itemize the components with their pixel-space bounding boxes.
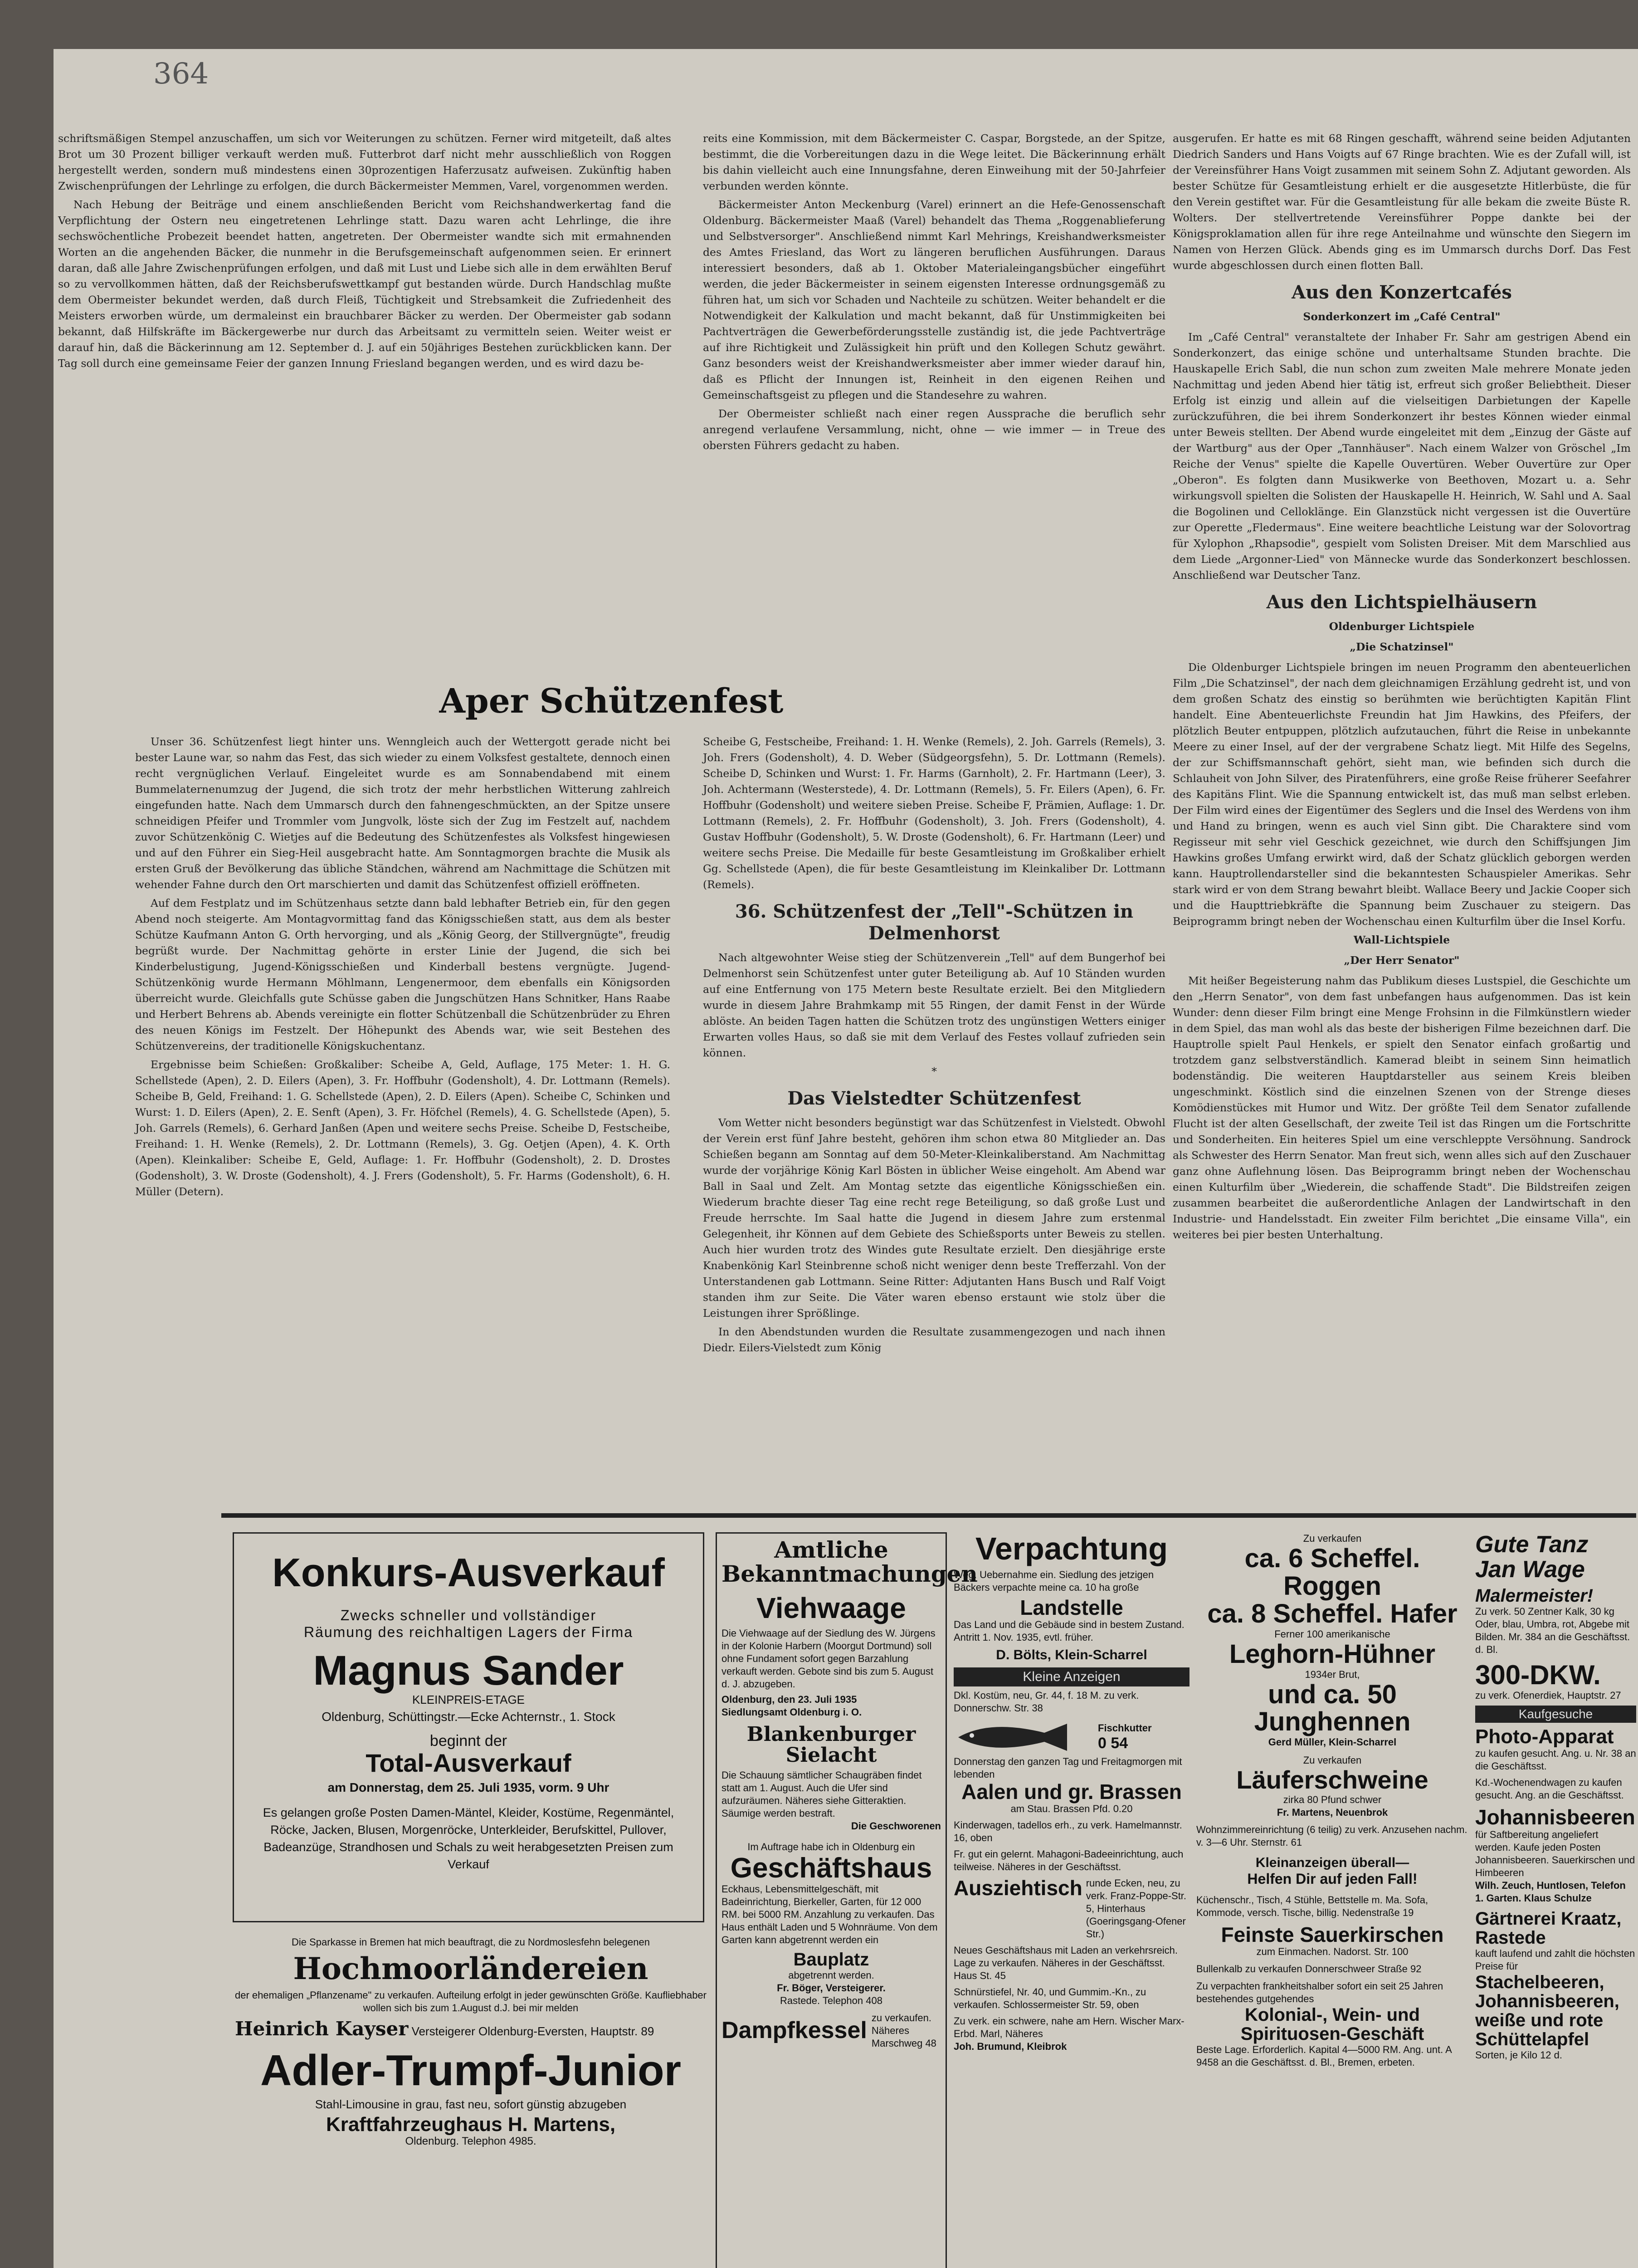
section-heading: 36. Schützenfest der „Tell"-Schützen in Delmenhorst [735, 901, 1134, 944]
paragraph: In den Abendstunden wurden die Resultate zusammengezogen und nach ihnen Diedr. Eilers-Vielstedt zum König [703, 1325, 1165, 1354]
ad-title: Adler-Trumpf-Junior [260, 2046, 681, 2095]
right-column [1173, 131, 1631, 1519]
paragraph: Scheibe G, Festscheibe, Freihand: 1. H. Wenke (Remels), 2. Joh. Garrels (Remels), 3. Joh. Frers (Godensholt), 4. D. Weber (Südgeorgsfehn), 5. Dr. Lottmann (Remels). Scheibe D, Schinken und Wurst: 1. Fr. Harms (Garnholt), 2. Fr. Hartmann (Leer), 3. Joh. Achtermann (Westerstede), 4. Dr. Lottmann (Remels), 5. Fr. Eilers (Apen), 6. Fr. Hoffbuhr (Godensholt) und weitere sieben Preise. Scheibe F, Prämien, Auflage: 1. Dr. Lottmann (Remels), 2. Fr. Hoffbuhr (Godensholt), 3. Joh. Frers (Godensholt), 4. Gustav Hoffbuhr (Godensholt), 5. W. Droste (Godensholt), 6. Fr. Hartmann (Leer) und weitere sechs Preise. Die Medaille für beste Gesamtleistung im Großkaliber erhielt Gg. Schellstede (Apen), die für beste Gesamtleistung im Kleinkaliber Dr. Lottmann (Remels). [703, 735, 1165, 891]
article-aper-left [135, 734, 670, 1505]
paragraph: Ergebnisse beim Schießen: Großkaliber: Scheibe A, Geld, Auflage, 175 Meter: 1. H. G. Schellstede (Apen), 2. D. Eilers (Apen), 3. Fr. Hoffbuhr (Godensholt), 4. Dr. Lottmann (Remels). Scheibe B, Geld, Freihand: 1. G. Schellstede (Apen), 2. D. Eilers (Apen). Scheibe C, Schinken und Wurst: 1. D. Eilers (Apen), 2. E. Senft (Apen), 3. Fr. Höfchel (Remels), 4. G. Schellstede (Apen), 5. Joh. Garrels (Remels), 6. Gerhard Janßen (Apen und weitere sechs Preise. Scheibe D, Festscheibe, Freihand: 1. H. Wenke (Remels), 2. Dr. Lottmann (Remels), 3. Gg. Oetjen (Apen), 4. K. Orth (Apen). Kleinkaliber: Scheibe E, Geld, Auflage: 1. Fr. Hoffbuhr (Godensholt), 2. D. Drostes (Godensholt), 3. W. Droste (Godensholt), 4. J. Frers (Godensholt), 5. Fr. Harms (Godensholt), 6. H. Müller (Detern). [135, 1058, 670, 1198]
paragraph: reits eine Kommission, mit dem Bäckermeister C. Caspar, Borgstede, an der Spitze, bestimmt, die die Vorbereitungen dazu in die Wege leitet. Die Bäckerinnung erhält bis dahin vielleicht auch eine Innungsfahne, deren Einweihung mit der 50-Jahrfeier verbunden werden könnte. [703, 132, 1165, 192]
ad-title: Konkurs-Ausverkauf [272, 1550, 665, 1595]
paragraph: schriftsmäßigen Stempel anzuschaffen, um sich vor Weiterungen zu schützen. Ferner wird mitgeteilt, daß altes Brot um 30 Prozent billiger verkauft werden muß. Futterbrot darf nicht mehr ausschließlich von Roggen hergestellt werden, sondern muß mindestens einen 30prozentigen Haferzusatz aufweisen. Zukünftig haben Zwischenprüfungen der Lehrlinge zu erfolgen, die durch Bäckermeister Memmen, Varel, vorgenommen werden. [58, 132, 671, 192]
section-heading: Das Vielstedter Schützenfest [787, 1088, 1081, 1109]
article-aper-right: Scheibe G, Festscheibe, Freihand: 1. H. Wenke (Remels), 2. Joh. Garrels (Remels), 3. Joh. Frers (Godensholt), 4. D. Weber (Südgeorgsfehn), 5. Dr. Lottmann (Remels). Scheibe D, Schinken und Wurst: 1. Fr. Harms (Garnholt), 2. Fr. Hartmann (Leer), 3. Joh. Achtermann (Westerstede), 4. Dr. Lottmann (Remels), 5. Fr. Eilers (Apen), 6. Fr. Hoffbuhr (Godensholt) und weitere sieben Preise. Scheibe F, Prämien, Auflage: 1. Dr. Lottmann (Remels), 2. Fr. Hoffbuhr (Godensholt), 3. Joh. Frers (Godensholt), 4. Gustav Hoffbuhr (Godensholt), 5. W. Droste (Godensholt), 6. Fr. Hartmann (Leer) und weitere sechs Preise. Die Medaille für beste Gesamtleistung im Großkaliber erhielt Gg. Schellstede (Apen), die für beste Gesamtleistung im Kleinkaliber Dr. Lottmann (Remels). 36. Schützenfest der „Tell"-Schützen in Delmenhorst Nach altgewohnter Weise stieg der Schützenverein „Tell" auf dem Bungerhof bei Delmenhorst sein Schützenfest unter guter Beteiligung ab. Auf 10 Ständen wurden auf eine Entfernung von 175 Metern beste Resultate erzielt. Bei den Mitgliedern wurde in diesem Jahre Brahmkamp mit 55 Ringen, der damit Fenst in der Würde ablöste. An beiden Tagen hatten die Schützen trotz des ungünstigen Wetters einiger Erwarten volles Haus, so daß sie mit dem Verlauf des Festes vollauf zufrieden sein können. * Das Vielstedter Schützenfest Vom Wetter nicht besonders begünstigt war das Schützenfest in Vielstedt. Obwohl der Verein erst fünf Jahre besteht, gehören ihm schon etwa 80 Mitglieder an. Das Schießen begann am Sonntag auf dem 50-Meter-Kleinkaliberstand. Am Nachmittag wurde der vorjährige König Karl Bösten in üblicher Weise eingeholt. Am Abend war Ball in Saal und Zelt. Am Montag setzte das eigentliche Königsschießen ein. Wiederum brachte dieser Tag eine recht rege Beteiligung, so daß große Lust und Freude herrschte. Im Saal hatte die Jugend in diesem Jahre zum erstenmal Gelegenheit, ihr Können auf dem Gebiete des Schießsports unter Beweis zu stellen. Auch hier wurden trotz des Windes gute Resultate erzielt. Den diesjährige erste Knabenkönig Karl Steinbrenne schoß nicht weniger denn beste Trefferzahl. Von der Unterstandenen gab Lottmann. Seine Ritter: Adjutanten Hans Busch und Ralf Voigt standen ihm zur Seite. Die Väter waren ebenso erstaunt wie stolz über die Leistungen ihrer Sprößlinge. In den Abendstunden wurden die Resultate zusammengezogen und nach ihnen Diedr. Eilers-Vielstedt zum König [703, 734, 1165, 1505]
ad-roggen-hafer: Zu verkaufen ca. 6 Scheffel. Roggen ca. 8 Scheffel. Hafer Ferner 100 amerikanische Leghorn-Hühner 1934er Brut, und ca. 50 Junghennen Gerd Müller, Klein-Scharrel Zu verkaufen Läuferschweine zirka 80 Pfund schwer Fr. Martens, Neuenbrok Wohnzimmereinrichtung (6 teilig) zu verk. Anzusehen nachm. v. 3—6 Uhr. Sternstr. 61 Kleinanzeigen überall— Helfen Dir auf jeden Fall! Küchenschr., Tisch, 4 Stühle, Bettstelle m. Ma. Sofa, Kommode, versch. Tische, billig. Nedenstraße 19 Feinste Sauerkirschen zum Einmachen. Nadorst. Str. 100 Bullenkalb zu verkaufen Donnerschweer Straße 92 Zu verpachten frankheitshalber sofort ein seit 25 Jahren bestehendes gutgehendes Kolonial-, Wein- und Spirituosen-Geschäft Beste Lage. Erforderlich. Kapital 4—5000 RM. Ang. unt. A 9458 an die Geschäftsst. d. Bl., Bremen, erbeten. [1196, 1533, 1467, 2068]
film-title: „Der Herr Senator" [1344, 954, 1460, 967]
section-subheading: Wall-Lichtspiele [1353, 934, 1450, 946]
ads-top-rule [221, 1513, 1636, 1518]
paragraph: Nach altgewohnter Weise stieg der Schützenverein „Tell" auf dem Bungerhof bei Delmenhorst sein Schützenfest unter guter Beteiligung ab. Auf 10 Ständen wurden auf eine Entfernung von 175 Metern beste Resultate erzielt. Bei den Mitgliedern wurde in diesem Jahre Brahmkamp mit 55 Ringen, der damit Fenst in der Würde ablöste. An beiden Tagen hatten die Schützen trotz des ungünstigen Wetters einiger Erwarten volles Haus, so daß sie mit dem Verlauf des Festes vollauf zufrieden sein können. [703, 951, 1165, 1059]
section-heading: Aus den Lichtspielhäusern [1266, 591, 1537, 613]
paragraph: Nach Hebung der Beiträge und einem anschließenden Bericht vom Reichshandwerkertag fand die Verpflichtung der Ostern neu eingetretenen Lehrlinge statt. Dazu waren acht Lehrlinge, die ihre sechswöchentliche Probezeit beendet hatten, angetreten. Der Obermeister wandte sich mit ermahnenden Worten an die angehenden Bäcker, die nunmehr in die Berufsgemeinschaft aufgenommen seien. Er erinnert daran, daß alle Jahre Zwischenprüfungen erfolgen, und daß mit Lust und Liebe sich alle in dem erwählten Beruf so zu vervollkommen hätten, daß der Reichsberufswettkampf gut bestanden würde. Durch Handschlag mußte dem Obermeister bekundet werden, daß durch Fleiß, Tüchtigkeit und Strebsamkeit die Zufriedenheit des Meisters erworben würde, um dermaleinst ein brauchbarer Bäcker zu werden. Der Obermeister gab sodann bekannt, daß Hilfskräfte im Bäckergewerbe nur durch das Arbeitsamt zu vermitteln seien. Weiter weist er darauf hin, daß die Bäckerinnung am 12. September d. J. auf ein 50jähriges Bestehen zurückblicken kann. Der Tag soll durch eine gemeinsame Feier der ganzen Innung Friesland begangen werden, und es wird dazu be- [58, 198, 671, 370]
ad-hochmoorlaendereien: Die Sparkasse in Bremen hat mich beauftragt, die zu Nordmoslesfehn belegenen Hochmoorländereien der ehemaligen „Pflanzename" zu verkaufen. Aufteilung erfolgt in jeder gewünschten Größe. Kaufliebhaber wollen sich bis zum 1.August d.J. bei mir melden Heinrich Kayser Versteigerer Oldenburg-Eversten, Hauptstr. 89 Adler-Trumpf-Junior Stahl-Limousine in grau, fast neu, sofort günstig abzugeben Kraftfahrzeughaus H. Martens, Oldenburg. Telephon 4985. [235, 1936, 707, 2148]
film-title: „Die Schatzinsel" [1350, 640, 1454, 653]
article-baeckerinnung-col2 [703, 131, 1165, 679]
section-heading: Aus den Konzertcafés [1292, 282, 1512, 303]
paragraph: Bäckermeister Anton Meckenburg (Varel) erinnert an die Hefe-Genossenschaft Oldenburg. Bäckermeister Maaß (Varel) behandelt das Thema „Roggenablieferung und Selbstversorger". Anschließend nimmt Karl Mehrings, Kreishandwerksmeister des Amtes Friesland, das Wort zu längeren beruflichen Ausführungen. Daraus interessiert besonders, daß ab 1. Oktober Materialeingangsbücher eingeführt werden, die jeder Bäckermeister in seinem eigensten Interesse ordnungsgemäß zu führen hat, um sich vor Schaden und Nachteile zu schützen. Weiter behandelt er die Notwendigkeit der Kalkulation und macht bekannt, daß für Unstimmigkeiten bei Pachtverträgen die Gewerbeförderungsstelle zuständig ist, die jede Pachtverträge auf ihre Richtigkeit und Zulässigkeit hin prüft und den Kollegen Schutz gewährt. Ganz besonders weist der Kreishandwerksmeister aber immer wieder darauf hin, daß es Pflicht der Innungen ist, Reinheit in den eigenen Reihen und Gemeinschaftsgeist zu pflegen und die Standesehre zu wahren. [703, 198, 1165, 401]
kleine-anzeigen-header: Kleine Anzeigen [954, 1667, 1190, 1686]
paragraph: Auf dem Festplatz und im Schützenhaus setzte dann bald lebhafter Betrieb ein, für den gegen Abend noch steigerte. Am Montagvormittag fand das Königsschießen statt, aus dem als bester Schütze Kaufmann Anton G. Orth hervorging, und als „König Georg, der Stillvergnügte", freudig begrüßt wurde. Der Nachmittag gehörte in erster Linie der Jugend, die sich bei Kinderbelustigung, Jugend-Königsschießen und Kinderball bestens vergnügte. Jugend-Schützenkönig wurde Hermann Möhlmann, Lengenermoor, dem ebenfalls ein Königsorden überreicht wurde. Gleichfalls gute Schüsse gaben die Jungschützen Hans Schnitker, Hans Raabe und Herbert Behrens ab. Abends vereinigte ein flotter Schützenball die Schützenbrüder zu Ehren des neuen Königs im Festzelt. Der Höhepunkt des Abends war, wie seit Bestehen des Schützenvereins, der traditionelle Königskuchentanz. [135, 897, 670, 1052]
paragraph: ausgerufen. Er hatte es mit 68 Ringen geschafft, während seine beiden Adjutanten Diedrich Sanders und Hans Voigts auf 67 Ringe brachten. Wie es der Zufall will, ist der Vereinsführer Hans Voigt zusammen mit seinem Sohn Z. Adjutant geworden. Als bester Schütze für Gesamtleistung erhielt er die ausgesetzte Hitlerbüste, die für den Verein gestiftet war. Für die Gesamtleistung für alle bekam die zweite Büste R. Wolters. Der stellvertretende Vereinsführer Poppe dankte bei der Königsproklamation allen für ihre rege Anteilnahme und wünschte den Siegern im Namen von Herzen Glück. Abends ging es im Ummarsch durchs Dorf. Das Fest wurde abgeschlossen durch einen flotten Ball. [1173, 132, 1631, 272]
paragraph: Unser 36. Schützenfest liegt hinter uns. Wenngleich auch der Wettergott gerade nicht bei bester Laune war, so nahm das Fest, das sich wieder zu einem Volksfest gestaltete, dennoch einen recht vergnüglichen Verlauf. Eingeleitet wurde es am Sonnabendabend mit einem Bummelaternenumzug der Jugend, die sich trotz der mehr herbstlichen Witterung zahlreich eingefunden hatte. Nach dem Ummarsch durch den fahnengeschmückten, an der Spitze unsere schneidigen Pfeifer und Trommler vom Jungvolk, löste sich der Zug im Festzelt auf, nachdem zuvor Schützenkönig C. Wietjes auf die Bedeutung des Schützenfestes als Volksfest hingewiesen und auf den Führer ein Sieg-Heil ausgebracht hatte. Am Sonntagmorgen brachte die Musik als ersten Gruß der Bevölkerung das übliche Ständchen, während am Nachmittage die Schützen mit wehender Fahne durch den Ort marschierten und damit das Schützenfest offiziell eröffneten. [135, 735, 670, 891]
paragraph: Im „Café Central" veranstaltete der Inhaber Fr. Sahr am gestrigen Abend ein Sonderkonzert, das einige schöne und unterhaltsame Stunden brachte. Die Hauskapelle Erich Sabl, die nun schon zum zweiten Male mehrere Monate jeden Nachmittag und jeden Abend hier tätig ist, erfreut sich großer Beliebtheit. Dieser Erfolg ist einzig und allein auf die vielseitigen Darbietungen der Kapelle zurückzuführen, die bei ihrem Sonderkonzert ihr bestes Können wieder einmal unter Beweis stellten. Der Abend wurde eingeleitet mit dem „Einzug der Gäste auf der Wartburg" aus der Oper „Tannhäuser". Nach einem Walzer von Gröschel „Im Reiche der Venus" spielte die Kapelle Ouvertüren. Weber Ouvertüre zur Oper „Oberon". Es folgten dann Musikwerke von Beethoven, Mozart u. a. Sehr wirkungsvoll spielten die Solisten der Hauskapelle H. Heinrich, W. Sahl und A. Saal die Bogolinen und Celloklänge. Ein Glanzstück nicht vergessen ist die Ouvertüre zur Operette „Fledermaus". Eine weitere beachtliche Leistung war der Solovortrag für Xylophon „Rhapsodie", gespielt vom Solisten Dreiser. Mit dem Marschlied aus dem Liede „Argonner-Lied" von Männecke wurde das Sonderkonzert beschlossen. Anschließend war Deutscher Tanz. [1173, 331, 1631, 582]
fish-icon [954, 1719, 1094, 1755]
section-subheading: Sonderkonzert im „Café Central" [1303, 310, 1501, 323]
page-number: 364 [153, 57, 209, 91]
ad-konkurs-ausverkauf: Konkurs-Ausverkauf Zwecks schneller und vollständiger Räumung des reichhaltigen Lagers der Firma Magnus Sander KLEINPREIS-ETAGE Oldenburg, Schüttingstr.—Ecke Achternstr., 1. Stock beginnt der Total-Ausverkauf am Donnerstag, dem 25. Juli 1935, vorm. 9 Uhr Es gelangen große Posten Damen-Mäntel, Kleider, Kostüme, Regenmäntel, Röcke, Jacken, Blusen, Morgenröcke, Unterkleider, Berufskittel, Pullover, Badeanzüge, Strandhosen und Schals zu weit herabgesetzten Preisen zum Verkauf [233, 1532, 704, 1922]
ad-firm: Magnus Sander [313, 1647, 624, 1694]
banner-headline: Aper Schützenfest [439, 682, 784, 721]
paragraph: Der Obermeister schließt nach einer regen Aussprache die beruflich sehr anregend verlaufene Versammlung, nicht, ohne — wie immer — in Treue des obersten Führers gedacht zu haben. [703, 407, 1165, 452]
paragraph: Vom Wetter nicht besonders begünstigt war das Schützenfest in Vielstedt. Obwohl der Verein erst fünf Jahre besteht, gehören ihm schon etwa 80 Mitglieder an. Das Schießen begann am Sonntag auf dem 50-Meter-Kleinkaliberstand. Am Nachmittag wurde der vorjährige König Karl Bösten in üblicher Weise eingeholt. Am Abend war Ball in Saal und Zelt. Am Montag setzte das eigentliche Königsschießen ein. Wiederum brachte dieser Tag eine recht rege Beteiligung, so daß große Lust und Freude herrschte. Im Saal hatte die Jugend in diesem Jahre zum erstenmal Gelegenheit, ihr Können auf dem Gebiete des Schießsports unter Beweis zu stellen. Auch hier wurden trotz des Windes gute Resultate erzielt. Den diesjährige erste Knabenkönig Karl Steinbrenne schoß nicht weniger denn beste Trefferzahl. Von der Unterstandenen gab Lottmann. Seine Ritter: Adjutanten Hans Busch und Ralf Voigt standen ihm zur Seite. Die Väter waren ebenso erstaunt wie stolz über die Leistungen ihrer Sprößlinge. [703, 1116, 1165, 1320]
newspaper-page [54, 49, 1638, 2268]
kaufgesuche-header: Kaufgesuche [1475, 1706, 1636, 1723]
ad-verpachtung: Verpachtung Weg. Uebernahme ein. Siedlung des jetzigen Bäckers verpachte meine ca. 10 ha große Landstelle Das Land und die Gebäude sind in bestem Zustand. Antritt 1. Nov. 1935, evtl. früher. D. Bölts, Klein-Scharrel Kleine Anzeigen Dkl. Kostüm, neu, Gr. 44, f. 18 M. zu verk. Donnerschw. Str. 38 Fischkutter 0 54 Donnerstag den ganzen Tag und Freitagmorgen mit lebenden Aalen und gr. Brassen am Stau. Brassen Pfd. 0.20 Kinderwagen, tadellos erh., zu verk. Hamelmannstr. 16, oben Fr. gut ein gelernt. Mahagoni-Badeeinrichtung, auch teilweise. Näheres in der Geschäftsst. Ausziehtisch runde Ecken, neu, zu verk. Franz-Poppe-Str. 5, Hinterhaus (Goeringsgang-Ofener Str.) Neues Geschäftshaus mit Laden an verkehrsreich. Lage zu verkaufen. Näheres in der Geschäftsst. Haus St. 45 Schnürstiefel, Nr. 40, und Gummim.-Kn., zu verkaufen. Schlossermeister Str. 59, oben Zu verk. ein schwere, nahe am Hern. Wischer Marx-Erbd. Marl, Näheres Joh. Brumund, Kleibrok [954, 1532, 1190, 2268]
section-subheading: Oldenburger Lichtspiele [1329, 620, 1475, 633]
ad-right-column: Gute Tanz Jan Wage Malermeister! Zu verk. 50 Zentner Kalk, 30 kg Oder, blau, Umbra, rot, Abgebe mit Bilden. Mr. 384 an die Geschäftsst. d. Bl. 300-DKW. zu verk. Ofenerdiek, Hauptstr. 27 Kaufgesuche Photo-Apparat zu kaufen gesucht. Ang. u. Nr. 38 an die Geschäftsst. Kd.-Wochenendwagen zu kaufen gesucht. Ang. an die Geschäftsst. Johannisbeeren für Saftbereitung angeliefert werden. Kaufe jeden Posten Johannisbeeren. Sauerkirschen und Himbeeren Wilh. Zeuch, Huntlosen, Telefon 1. Garten. Klaus Schulze Gärtnerei Kraatz, Rastede kauft laufend und zahlt die höchsten Preise für Stachelbeeren, Johannisbeeren, weiße und rote Schüttelapfel Sorten, je Kilo 12 d. [1475, 1531, 1636, 2061]
ad-amtliche-bekanntmachungen: Amtliche Bekanntmachungen Viehwaage Die Viehwaage auf der Siedlung des W. Jürgens in der Kolonie Harbern (Moorgut Dortmund) soll ohne Fundament sofort gegen Barzahlung verkauft werden. Gebote sind bis zum 5. August d. J. abzugeben. Oldenburg, den 23. Juli 1935 Siedlungsamt Oldenburg i. O. Blankenburger Sielacht Die Schauung sämtlicher Schaugräben findet statt am 1. August. Auch die Ufer sind aufzuräumen. Näheres siehe Gitteraktien. Säumige werden bestraft. Die Geschworenen Im Auftrage habe ich in Oldenburg ein Geschäftshaus Eckhaus, Lebensmittelgeschäft, mit Badeinrichtung, Bierkeller, Garten, für 12 000 RM. bei 5000 RM. Anzahlung zu verkaufen. Das Haus enthält Laden und 5 Wohnräume. Von dem Garten kann abgetrennt werden ein Bauplatz abgetrennt werden. Fr. Böger, Versteigerer. Rastede. Telephon 408 Dampfkessel zu verkaufen. Näheres Marschweg 48 [716, 1532, 947, 2268]
paragraph: Die Oldenburger Lichtspiele bringen im neuen Programm den abenteuerlichen Film „Die Schatzinsel", der nach dem gleichnamigen Erzählung gedreht ist, und von dem großen Schatz des einstig so berühmten wie berüchtigten Kapitän Flint handelt. Eine Abenteuerlichste Freundin hat Jim Hawkins, des Pfeifers, der plötzlich Beuter entpuppen, plötzlich aufzutauchen, führt die Reise in unbekannte Meere zu einer Insel, auf der der vergrabene Schatz liegt. Mit Hilfe des Segelns, der zur Schiffsmannschaft gehört, sieht man, wie befinden sich durch die Schlauheit von John Silver, des Piratenführers, eine große Reise früherer Seefahrer des Kapitäns Flint. Wie die Spannung entwickelt ist, das muß man selbst erleben. Der Film wird eines der Eigentümer des Seglers und die Insel des Werdens von ihm und Hand zu bringen, wenn es auch viel Sinn gibt. Die Charaktere sind vom Regisseur mit sehr viel Geschick gezeichnet, wie durch den Schiffsjungen Jim Hawkins großes Umfang erwirkt wird, daß der Schatz glücklich geborgen werden kann. Hauptrollendarsteller sind die bekanntesten Schauspieler Amerikas. Sehr stark wird er von dem Strang bewahrt bleibt. Wallace Beery und Jackie Cooper sich und die Haupttriebkräfte die Spannung beim Zuschauer zu steigern. Das Beiprogramm bringt neben der Wochenschau einen Kulturfilm über die Insel Korfu. [1173, 661, 1631, 928]
paragraph: Mit heißer Begeisterung nahm das Publikum dieses Lustspiel, die Geschichte um den „Herrn Senator", von dem fast unbefangen haus aufgenommen. Das ist kein Wunder: denn dieser Film bringt eine Menge Frohsinn in die Filmkünstlern wieder in dem Spiel, das man wohl als das beste der bisherigen Filme bezeichnen darf. Die Hauptrolle spielt Paul Henkels, er spielt den Senator einfach großartig und trotzdem ganz selbstverständlich. Kamerad bleibt in seinem Sinn heimatlich bodenständig. Die weiteren Hauptdarsteller aus seinem Kreis bleiben ungeschminkt. Köstlich sind die einzelnen Szenen von der Strenge dieses Komödienstückes mit Humor und Witz. Der größte Teil dem Senator zufallende Flucht ist der alten Gesellschaft, der zweite Teil ist das Ringen um die Fortschritte und Sonderheiten. Ein heiteres Spiel um eine verschleppte Versöhnung. Sandrock als Schwester des Herrn Senator. Man freut sich, wenn alles sich auf den Zuschauer ganz ohne Auflehnung lösen. Das Beiprogramm bringt neben der Wochenschau einen Kulturfilm über „Wiederein, die schaffende Stadt". Die Bildstreifen zeigen zusammen bearbeitet die außerordentliche Anlagen der Landwirtschaft in den Industrie- und Handelsstadt. Ein zweiter Film berichtet „Die einsame Villa", ein weiteres bei pier besten Unterhaltung. [1173, 974, 1631, 1241]
article-baeckerinnung-col1 [58, 131, 671, 679]
